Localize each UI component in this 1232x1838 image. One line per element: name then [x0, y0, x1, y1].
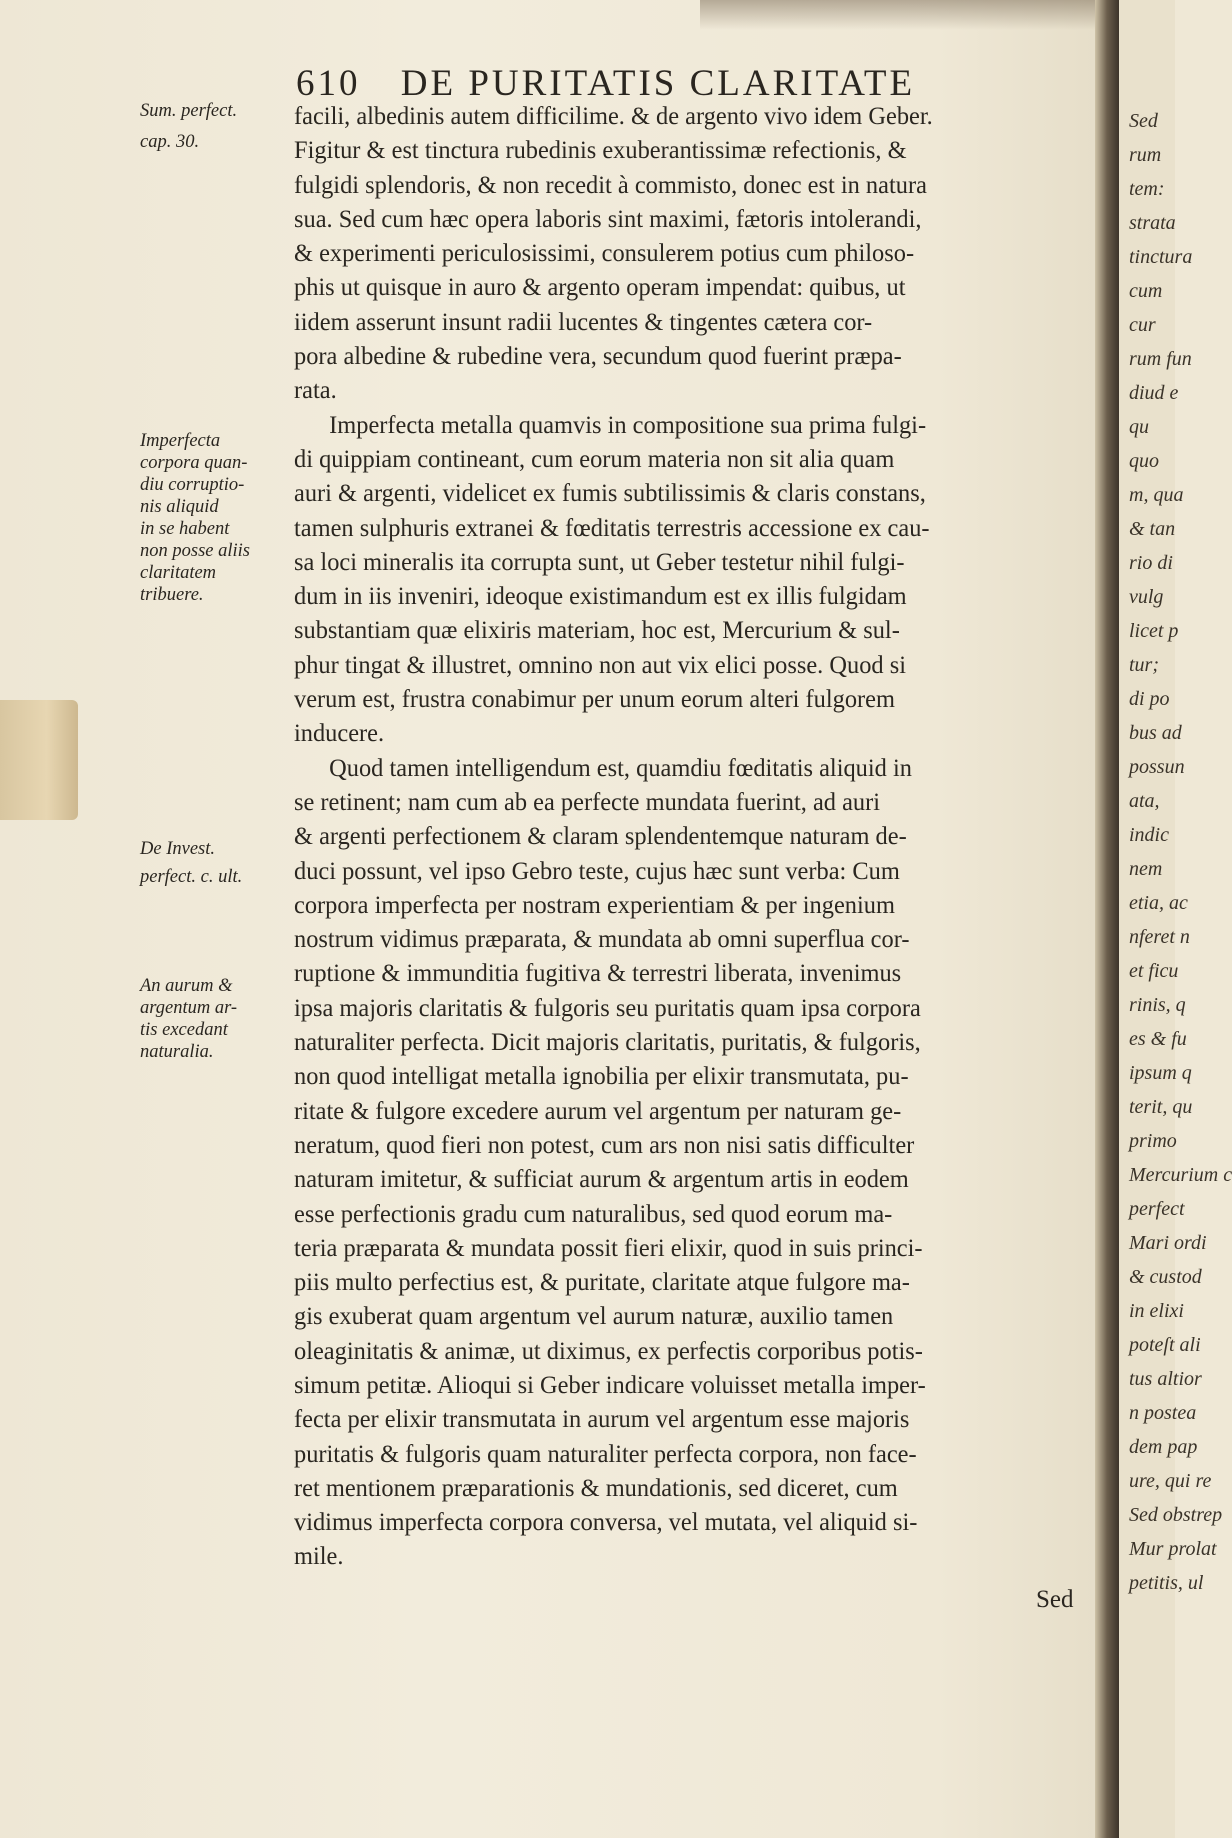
margin-note-line: claritatem — [140, 563, 217, 583]
text-line: & experimenti periculosissimi, consulerem potius cum philoso- — [294, 240, 915, 268]
facing-page-fragment: dem pap — [1129, 1436, 1198, 1458]
facing-page-fragment: et ficu — [1129, 960, 1179, 982]
facing-page-fragment: nferet n — [1129, 926, 1190, 948]
facing-page-fragment: qu — [1129, 416, 1149, 438]
margin-note-line: argentum ar- — [140, 998, 238, 1018]
facing-page-fragment: petitis, ul — [1129, 1572, 1204, 1594]
margin-note — [140, 975, 300, 1063]
margin-note-line: non posse aliis — [140, 541, 250, 561]
margin-note-line: diu corruptio- — [140, 475, 245, 495]
text-line: esse perfectionis gradu cum naturalibus, sed quod eorum ma- — [294, 1200, 893, 1228]
text-line: Quod tamen intelligendum est, quamdiu fœditatis aliquid in — [329, 754, 912, 782]
margin-note-line: Sum. perfect. — [140, 101, 238, 121]
margin-note-line: tis excedant — [140, 1020, 228, 1040]
facing-page-fragment: poteſt ali — [1129, 1334, 1201, 1356]
facing-page-fragment: licet p — [1129, 620, 1179, 642]
facing-page-fragment: diud e — [1129, 382, 1179, 404]
text-line: duci possunt, vel ipso Gebro teste, cujus hæc sunt verba: Cum — [294, 857, 900, 885]
facing-page-fragment: ata, — [1129, 790, 1160, 812]
text-line: teria præparata & mundata possit fieri elixir, quod in suis princi- — [294, 1234, 923, 1262]
facing-page-fragment: cur — [1129, 314, 1156, 336]
facing-page-fragment: strata — [1129, 212, 1176, 234]
text-line: inducere. — [294, 720, 385, 748]
facing-page-fragment: indic — [1129, 824, 1169, 846]
facing-page-fragment: es & fu — [1129, 1028, 1187, 1050]
facing-page-fragment: rum — [1129, 144, 1162, 166]
facing-page-fragment: cum — [1129, 280, 1163, 302]
text-line: neratum, quod fieri non potest, cum ars non nisi satis difficulter — [294, 1131, 915, 1159]
facing-page-fragment: possun — [1129, 756, 1185, 778]
text-line: vidimus imperfecta corpora conversa, vel mutata, vel aliquid si- — [294, 1509, 918, 1537]
margin-note-line: cap. 30. — [140, 132, 200, 152]
margin-note-line: perfect. c. ult. — [140, 867, 243, 887]
facing-page-fragment: Sed — [1129, 110, 1158, 132]
facing-page-fragment: terit, qu — [1129, 1096, 1193, 1118]
margin-note-line: corpora quan- — [140, 453, 248, 473]
facing-page-fragment: tur; — [1129, 654, 1159, 676]
facing-page-fragment: vulg — [1129, 586, 1164, 608]
text-line: fulgidi splendoris, & non recedit à commisto, donec est in natura — [294, 171, 927, 199]
text-line: Imperfecta metalla quamvis in compositione sua prima fulgi- — [329, 411, 927, 439]
facing-page-fragment: quo — [1129, 450, 1159, 472]
text-line: pora albedine & rubedine vera, secundum quod fuerint præpa- — [294, 343, 902, 371]
facing-page-fragment: Sed obstrep — [1129, 1504, 1223, 1526]
text-line: auri & argenti, videlicet ex fumis subtilissimis & claris constans, — [294, 480, 926, 508]
text-line: simum petitæ. Alioqui si Geber indicare voluisset metalla imper- — [294, 1371, 926, 1399]
text-line: sua. Sed cum hæc opera laboris sint maximi, fætoris intolerandi, — [294, 205, 922, 233]
text-line: dum in iis inveniri, ideoque existimandum est ex illis fulgidam — [294, 583, 907, 611]
margin-note — [140, 430, 300, 606]
text-line: rata. — [294, 377, 337, 405]
text-line: iidem asserunt insunt radii lucentes & tingentes cætera cor- — [294, 308, 873, 336]
margin-note-line: naturalia. — [140, 1042, 214, 1062]
running-title: DE PURITATIS CLARITATE — [400, 63, 916, 104]
margin-note-line: in se habent — [140, 519, 230, 539]
text-line: naturam imitetur, & sufficiat aurum & argentum artis in eodem — [294, 1166, 909, 1194]
paper-bookmark-tab — [0, 700, 78, 820]
facing-page-fragment: Mercurium c — [1129, 1164, 1232, 1186]
text-line: non quod intelligat metalla ignobilia per elixir transmutata, pu- — [294, 1063, 909, 1091]
book-gutter — [1095, 0, 1119, 1838]
text-line: phis ut quisque in auro & argento operam impendat: quibus, ut — [294, 274, 906, 302]
text-line: phur tingat & illustret, omnino non aut vix elici posse. Quod si — [294, 651, 906, 679]
text-line: naturaliter perfecta. Dicit majoris claritatis, puritatis, & fulgoris, — [294, 1029, 921, 1057]
facing-page-fragment: Mur prolat — [1129, 1538, 1217, 1560]
text-line: oleaginitatis & animæ, ut diximus, ex perfectis corporibus potis- — [294, 1337, 923, 1365]
text-line: ret mentionem præparationis & mundationis, sed diceret, cum — [294, 1474, 898, 1502]
text-line: di quippiam contineant, cum eorum materia non sit alia quam — [294, 445, 895, 473]
text-line: ritate & fulgore excedere aurum vel argentum per naturam ge- — [294, 1097, 902, 1125]
margin-note-line: De Invest. — [140, 839, 215, 859]
facing-page-fragment: primo — [1129, 1130, 1177, 1152]
facing-page-fragment: m, qua — [1129, 484, 1184, 506]
margin-note-line: nis aliquid — [140, 497, 219, 517]
margin-note — [140, 838, 300, 888]
facing-page-fragment: nem — [1129, 858, 1163, 880]
facing-page-fragment: & tan — [1129, 518, 1176, 540]
facing-page-fragment: perfect — [1129, 1198, 1185, 1220]
facing-page-fragment: rinis, q — [1129, 994, 1186, 1016]
text-line: ipsa majoris claritatis & fulgoris seu puritatis quam ipsa corpora — [294, 994, 921, 1022]
text-line: ruptione & immunditia fugitiva & terrestri liberata, invenimus — [294, 960, 902, 988]
text-line: gis exuberat quam argentum vel aurum naturæ, auxilio tamen — [294, 1303, 894, 1331]
text-line: corpora imperfecta per nostram experientiam & per ingenium — [294, 891, 895, 919]
facing-page-fragment: etia, ac — [1129, 892, 1188, 914]
text-line: & argenti perfectionem & claram splendentemque naturam de- — [294, 823, 907, 851]
text-line: tamen sulphuris extranei & fœditatis terrestris accessione ex cau- — [294, 514, 930, 542]
catchword: Sed — [1036, 1586, 1074, 1613]
facing-page-edge — [1119, 0, 1232, 1838]
text-line: puritatis & fulgoris quam naturaliter perfecta corpora, non face- — [294, 1440, 917, 1468]
facing-page-fragment: & custod — [1129, 1266, 1202, 1288]
main-text-block — [294, 100, 1098, 1575]
margin-note-line: Imperfecta — [140, 431, 221, 451]
margin-note-line: An aurum & — [140, 976, 233, 996]
text-line: piis multo perfectius est, & puritate, claritate atque fulgore ma- — [294, 1269, 910, 1297]
facing-page-fragment: di po — [1129, 688, 1170, 710]
text-line: se retinent; nam cum ab ea perfecte mundata fuerint, ad auri — [294, 788, 881, 816]
facing-page-fragment: in elixi — [1129, 1300, 1184, 1322]
text-line: substantiam quæ elixiris materiam, hoc est, Mercurium & sul- — [294, 617, 900, 645]
facing-page-fragment: Mari ordi — [1129, 1232, 1207, 1254]
page-edge-shadow — [700, 0, 1120, 30]
facing-page-fragment: tus altior — [1129, 1368, 1202, 1390]
facing-page-fragment: ure, qui re — [1129, 1470, 1212, 1492]
margin-note — [140, 100, 300, 153]
text-line: fecta per elixir transmutata in aurum vel argentum esse majoris — [294, 1406, 910, 1434]
text-line: facili, albedinis autem difficilime. & de argento vivo idem Geber. — [294, 103, 933, 130]
text-line: verum est, frustra conabimur per unum eorum alteri fulgorem — [294, 686, 896, 714]
text-line: sa loci mineralis ita corrupta sunt, ut Geber testetur nihil fulgi- — [294, 548, 905, 576]
facing-page-fragment: tem: — [1129, 178, 1165, 200]
facing-page-fragment: n postea — [1129, 1402, 1197, 1424]
text-line: Figitur & est tinctura rubedinis exuberantissimæ refectionis, & — [294, 137, 907, 165]
facing-page-fragment: rum fun — [1129, 348, 1192, 370]
facing-page-fragment: ipsum q — [1129, 1062, 1192, 1084]
text-line: nostrum vidimus præparata, & mundata ab omni superflua cor- — [294, 926, 910, 954]
facing-page-fragment: bus ad — [1129, 722, 1182, 744]
margin-note-line: tribuere. — [140, 585, 204, 605]
page-number: 610 — [296, 63, 361, 104]
facing-page-fragment: tinctura — [1129, 246, 1193, 268]
facing-page-fragment: rio di — [1129, 552, 1173, 574]
text-line: mile. — [294, 1543, 344, 1571]
